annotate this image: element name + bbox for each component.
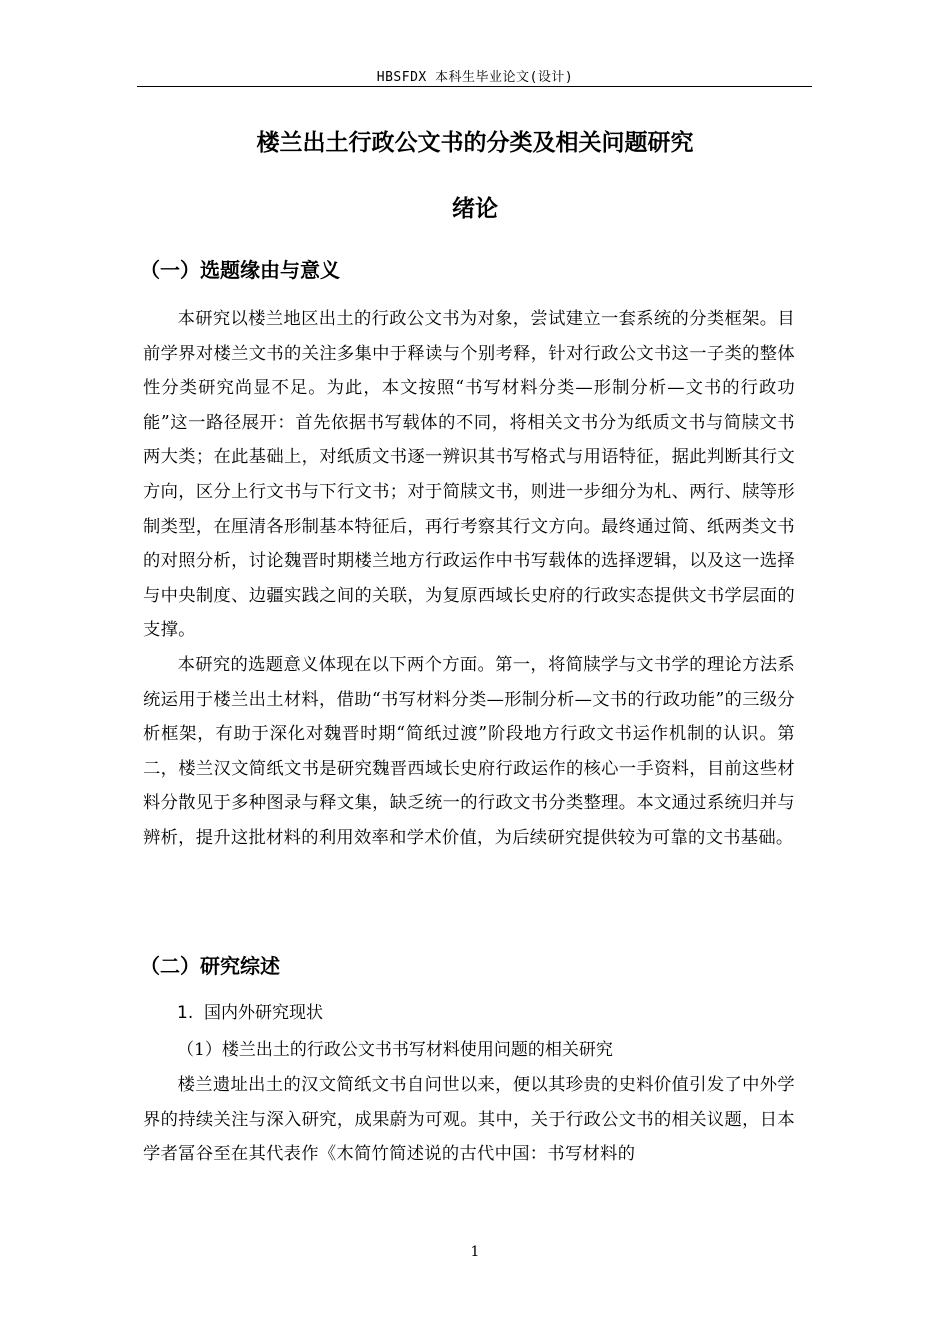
- page-number: 1: [470, 1244, 480, 1260]
- running-header: HBSFDX 本科生毕业论文(设计): [376, 70, 574, 85]
- body-paragraph-3: 楼兰遗址出土的汉文简纸文书自问世以来，便以其珍贵的史料价值引发了中外学界的持续关注与深入研究，成果蔚为可观。其中，关于行政公文书的相关议题，日本学者冨谷至在其代表作《木简竹简述说的古代中国：书写材料的: [143, 1075, 795, 1165]
- paper-title: 楼兰出土行政公文书的分类及相关问题研究: [256, 130, 694, 156]
- subsection-heading: 1. 国内外研究现状: [177, 1003, 324, 1023]
- header-divider: [137, 86, 812, 87]
- sub-subsection-heading: （1）楼兰出土的行政公文书书写材料使用问题的相关研究: [177, 1040, 613, 1060]
- chapter-title: 绪论: [452, 196, 498, 222]
- body-paragraph-2: 本研究的选题意义体现在以下两个方面。第一，将简牍学与文书学的理论方法系统运用于楼兰出土材料，借助“书写材料分类—形制分析—文书的行政功能”的三级分析框架，有助于深化对魏晋时期“简纸过渡”阶段地方行政文书运作机制的认识。第二，楼兰汉文简纸文书是研究魏晋西域长史府行政运作的核心一手资料，目前这些材料分散见于多种图录与释文集，缺乏统一的行政文书分类整理。本文通过系统归并与辨析，提升这批材料的利用效率和学术价值，为后续研究提供较为可靠的文书基础。: [143, 655, 795, 848]
- section-heading-2: （二）研究综述: [140, 954, 280, 978]
- body-paragraph-1: 本研究以楼兰地区出土的行政公文书为对象，尝试建立一套系统的分类框架。目前学界对楼兰文书的关注多集中于释读与个别考释，针对行政公文书这一子类的整体性分类研究尚显不足。为此，本文按照“书写材料分类—形制分析—文书的行政功能”这一路径展开：首先依据书写载体的不同，将相关文书分为纸质文书与简牍文书两大类；在此基础上，对纸质文书逐一辨识其书写格式与用语特征，据此判断其行文方向，区分上行文书与下行文书；对于简牍文书，则进一步细分为札、两行、牍等形制类型，在厘清各形制基本特征后，再行考察其行文方向。最终通过简、纸两类文书的对照分析，讨论魏晋时期楼兰地方行政运作中书写载体的选择逻辑，以及这一选择与中央制度、边疆实践之间的关联，为复原西域长史府的行政实态提供文书学层面的支撑。: [143, 309, 795, 641]
- section-heading-1: （一）选题缘由与意义: [140, 258, 340, 282]
